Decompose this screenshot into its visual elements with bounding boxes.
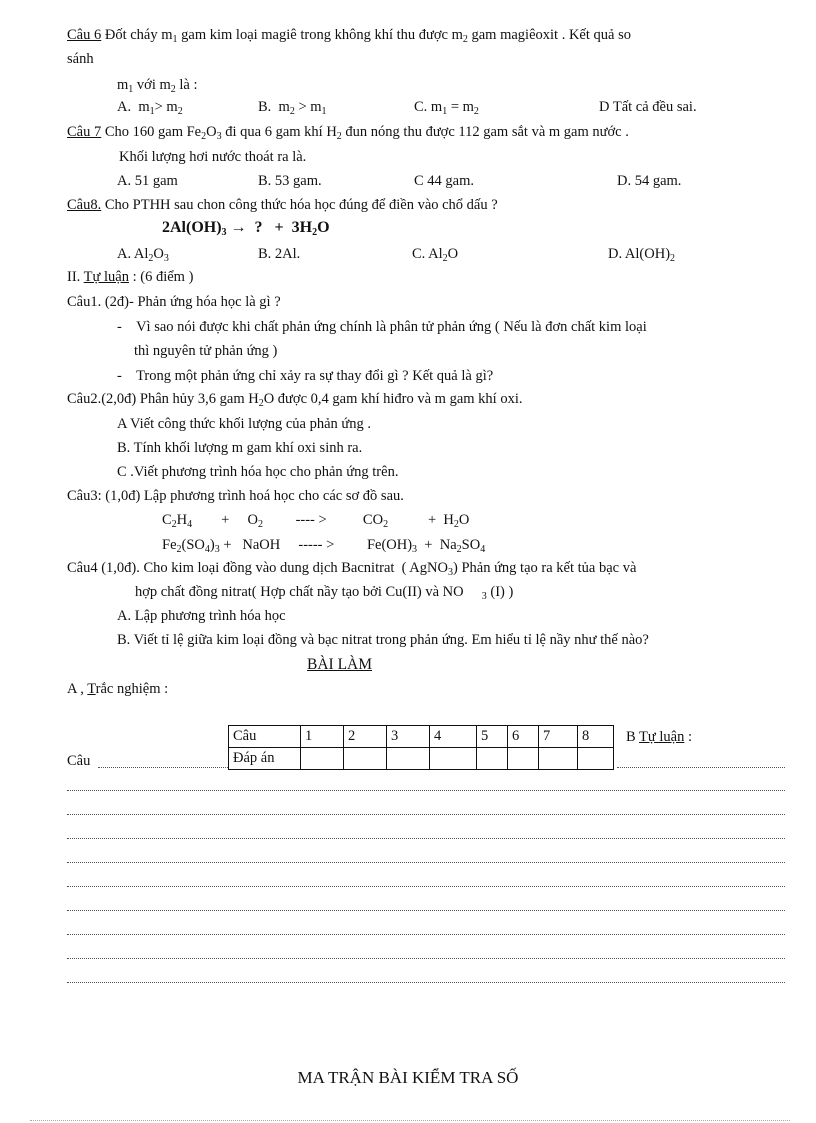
- answer-table-head-label: Câu: [229, 726, 301, 748]
- writing-line[interactable]: [67, 934, 785, 935]
- q8-option-d: D. $Al(OH)_2$: [608, 246, 676, 264]
- answer-title: BÀI LÀM: [307, 656, 373, 673]
- essay-c1-bullet1: - Vì sao nói được khi chất phản ứng chính là phân tử phản ứng ( Nếu là đơn chất kim loại: [117, 319, 647, 335]
- answer-part-a: A , Trắc nghiệm :: [67, 681, 169, 697]
- writing-line[interactable]: [67, 958, 785, 959]
- answer-cell-7[interactable]: [539, 748, 578, 770]
- writing-line[interactable]: [67, 982, 785, 983]
- writing-line[interactable]: [67, 790, 785, 791]
- q8-equation: $2Al(OH)_3$ → ? + $3H_2O$: [162, 219, 330, 238]
- answer-side-dots: [98, 767, 228, 768]
- q8-option-b: B. 2Al.: [258, 246, 301, 262]
- essay-c4-a: A. Lập phương trình hóa học: [117, 608, 286, 624]
- essay-c1: Câu1. (2đ)- Phản ứng hóa học là gì ?: [67, 294, 281, 310]
- page-bottom-divider: [30, 1120, 790, 1121]
- q7-option-a: A. 51 gam: [117, 173, 178, 189]
- essay-c3: Câu3: (1,0đ) Lập phương trình hoá học cho các sơ đồ sau.: [67, 488, 404, 504]
- answer-table-head-7: 7: [539, 726, 578, 748]
- answer-table-head-row: [229, 726, 614, 748]
- answer-table-head-6: 6: [508, 726, 539, 748]
- essay-c3-eq2: $Fe_2(SO_4)_3$ + NaOH ----- > $Fe(OH)_3 + Na_2SO_4$: [162, 537, 486, 555]
- essay-c1-bullet1-cont: thì nguyên tử phản ứng ): [134, 343, 278, 359]
- q7-line2: Khối lượng hơi nước thoát ra là.: [119, 149, 307, 165]
- q6-label: Câu 6: [67, 27, 102, 43]
- answer-cell-8[interactable]: [578, 748, 614, 770]
- q8-option-c: C. $Al_2O$: [412, 246, 459, 264]
- answer-table-row-label: Đáp án: [229, 748, 301, 770]
- q6-compare: $m_1$ với $m_2$ là :: [117, 77, 198, 95]
- q7-option-d: D. 54 gam.: [617, 173, 682, 189]
- essay-c2-a: A Viết công thức khối lượng của phản ứng .: [117, 416, 372, 432]
- answer-side-label: Câu: [67, 753, 91, 769]
- writing-line[interactable]: [67, 838, 785, 839]
- essay-heading: II. Tự luận : (6 điểm ): [67, 269, 194, 285]
- q8-label: Câu8.: [67, 197, 102, 213]
- essay-c4: Câu4 (1,0đ). Cho kim loại đồng vào dung dịch Bacnitrat ( AgNO$_3$) Phản ứng tạo ra kết tủa bạc và: [67, 560, 637, 578]
- answer-cell-2[interactable]: [344, 748, 387, 770]
- answer-table: [228, 725, 614, 770]
- footer-title: MA TRẬN BÀI KIỂM TRA SỐ: [297, 1068, 519, 1087]
- answer-cell-3[interactable]: [387, 748, 430, 770]
- q7-option-c: C 44 gam.: [414, 173, 475, 189]
- q6-option-b: B. $m_2 > m_1$: [258, 99, 327, 117]
- essay-c4-cont: hợp chất đồng nitrat( Hợp chất nầy tạo bởi Cu(II) và NO $_3$ (I) ): [135, 584, 514, 602]
- answer-table-answer-row: [229, 748, 614, 770]
- q6-option-c: C. $m_1 = m_2$: [414, 99, 479, 117]
- q8-option-a: A. $Al_2O_3$: [117, 246, 169, 264]
- q6-line1: Câu 6 Đốt cháy $m_1$ gam kim loại magiê trong không khí thu được $m_2$ gam magiêoxit . Kết quả so: [67, 27, 631, 45]
- answer-cell-6[interactable]: [508, 748, 539, 770]
- essay-c1-bullet2: - Trong một phản ứng chỉ xảy ra sự thay đổi gì ? Kết quả là gì?: [117, 368, 494, 384]
- answer-cell-1[interactable]: [301, 748, 344, 770]
- answer-table-head-3: 3: [387, 726, 430, 748]
- answer-table-head-8: 8: [578, 726, 614, 748]
- q7-option-b: B. 53 gam.: [258, 173, 322, 189]
- writing-line[interactable]: [67, 910, 785, 911]
- q6-line2: sánh: [67, 51, 94, 67]
- answer-table-head-5: 5: [477, 726, 508, 748]
- essay-c2-b: B. Tính khối lượng m gam khí oxi sinh ra.: [117, 440, 363, 456]
- answer-cell-5[interactable]: [477, 748, 508, 770]
- writing-line[interactable]: [67, 814, 785, 815]
- answer-table-head-4: 4: [430, 726, 477, 748]
- essay-c3-eq1: $C_2H_4$ + $O_2$ ---- > $CO_2$ + $H_2O$: [162, 512, 470, 530]
- answer-part-b-dots: [617, 767, 785, 768]
- answer-table-head-1: 1: [301, 726, 344, 748]
- essay-c2: Câu2.(2,0đ) Phân hủy 3,6 gam $H_2O$ được 0,4 gam khí hiđro và m gam khí oxi.: [67, 391, 523, 409]
- essay-c2-c: C .Viết phương trình hóa học cho phản ứng trên.: [117, 464, 399, 480]
- q6-option-a: A. $m_1> m_2$: [117, 99, 183, 117]
- q6-option-d: D Tất cả đều sai.: [599, 99, 697, 115]
- answer-part-b: B Tự luận :: [626, 729, 693, 745]
- writing-line[interactable]: [67, 862, 785, 863]
- q7-line1: Câu 7 Cho 160 gam $Fe_2O_3$ đi qua 6 gam khí $H_2$ đun nóng thu được 112 gam sắt và m gam nước .: [67, 124, 629, 142]
- answer-cell-4[interactable]: [430, 748, 477, 770]
- essay-c4-b: B. Viết tỉ lệ giữa kim loại đồng và bạc nitrat trong phản ứng. Em hiểu tỉ lệ nầy như thế nào?: [117, 632, 649, 648]
- writing-line[interactable]: [67, 886, 785, 887]
- answer-table-head-2: 2: [344, 726, 387, 748]
- q8-line1: Câu8. Cho PTHH sau chon công thức hóa học đúng để điền vào chổ dấu ?: [67, 197, 498, 213]
- q7-label: Câu 7: [67, 124, 102, 140]
